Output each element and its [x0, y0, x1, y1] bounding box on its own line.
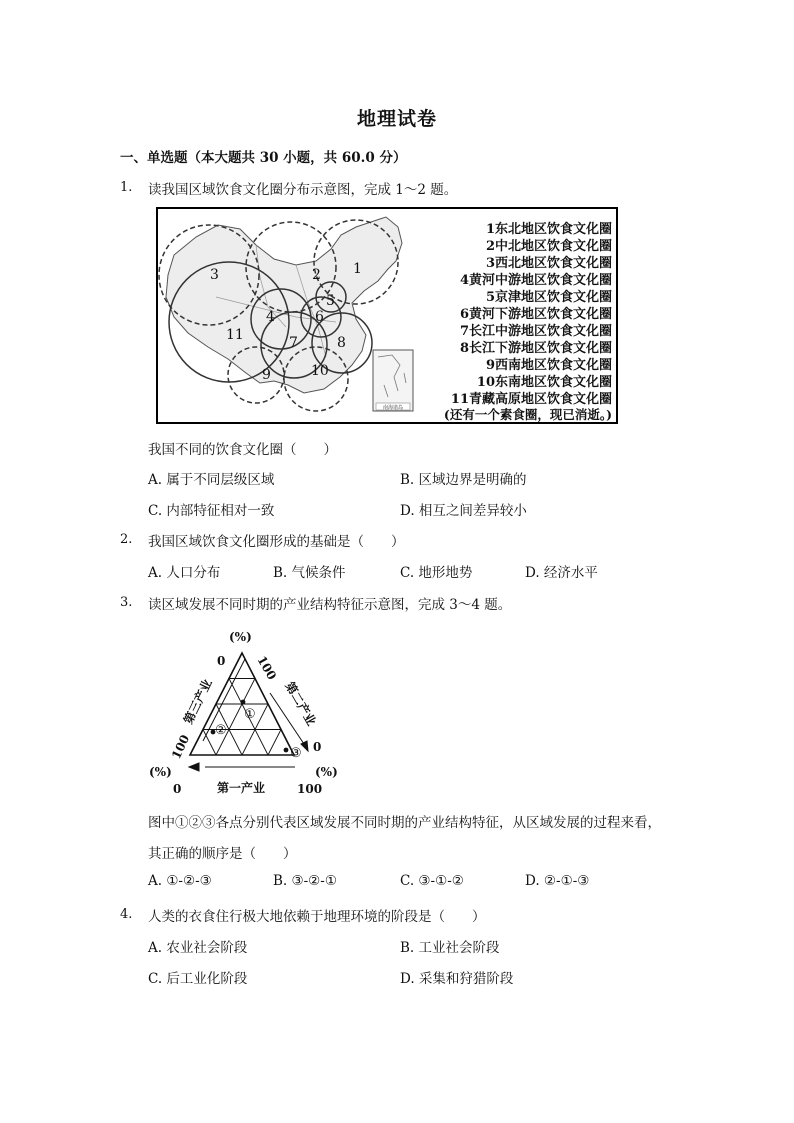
- option-b[interactable]: B. 区域边界是明确的: [400, 472, 527, 488]
- option-c[interactable]: C. 地形地势: [400, 565, 473, 581]
- option-b[interactable]: B. 气候条件: [273, 565, 346, 581]
- tick-zero-bottom-left: 0: [173, 782, 182, 795]
- region-label-2: 2: [312, 267, 321, 283]
- tick-hundred-right: 100: [254, 653, 280, 683]
- legend-item: 3西北地区饮食文化圈: [485, 256, 612, 271]
- legend-item: 6黄河下游地区饮食文化圈: [459, 307, 612, 322]
- question-sub: 我国不同的饮食文化圈（ ）: [148, 442, 337, 458]
- option-c[interactable]: C. ③-①-②: [400, 873, 464, 889]
- question-stem: 读我国区域饮食文化圈分布示意图，完成 1～2 题。: [148, 182, 458, 198]
- inset-label: 南海诸岛: [382, 405, 404, 411]
- question-number: 3.: [120, 595, 133, 610]
- pct-left: (%): [149, 765, 172, 779]
- option-d[interactable]: D. 采集和狩猎阶段: [400, 971, 514, 987]
- region-label-3: 3: [210, 267, 219, 283]
- section-heading: 一、单选题（本大题共 30 小题，共 60.0 分）: [120, 150, 407, 166]
- map-svg: [156, 207, 618, 424]
- point-label-3: ③: [290, 746, 302, 761]
- triangle-svg: [145, 623, 345, 795]
- axis-label-tertiary: 第三产业: [181, 677, 215, 727]
- point-label-2: ②: [215, 723, 227, 738]
- option-a[interactable]: A. ①-②-③: [148, 873, 212, 889]
- question-sub-line2: 其正确的顺序是（ ）: [148, 846, 297, 862]
- region-label-8: 8: [337, 335, 346, 351]
- legend-item: 7长江中游地区饮食文化圈: [459, 324, 612, 339]
- legend-item: 4黄河中游地区饮食文化圈: [459, 273, 612, 288]
- food-culture-map: [156, 207, 618, 424]
- legend-note: (还有一个素食圈，现已消逝。): [443, 407, 612, 422]
- legend-item: 2中北地区饮食文化圈: [485, 239, 612, 254]
- region-label-6: 6: [315, 309, 324, 325]
- region-label-4: 4: [266, 309, 275, 325]
- south-china-sea-inset: [373, 350, 413, 411]
- region-label-11: 11: [226, 327, 244, 343]
- tick-zero-right: 0: [313, 740, 322, 754]
- option-c[interactable]: C. 内部特征相对一致: [148, 503, 275, 519]
- tick-hundred-bottom: 100: [297, 782, 323, 795]
- tick-zero-left-top: 0: [217, 654, 226, 668]
- option-c[interactable]: C. 后工业化阶段: [148, 971, 248, 987]
- option-d[interactable]: D. 经济水平: [525, 565, 598, 581]
- page-title: 地理试卷: [356, 108, 437, 130]
- option-b[interactable]: B. ③-②-①: [273, 873, 337, 889]
- option-a[interactable]: A. 农业社会阶段: [148, 940, 248, 956]
- question-sub-line1: 图中①②③各点分别代表区域发展不同时期的产业结构特征，从区域发展的过程来看，: [148, 815, 661, 831]
- point-label-1: ①: [244, 707, 256, 722]
- legend-item: 5京津地区饮食文化圈: [485, 290, 612, 305]
- question-stem: 人类的衣食住行极大地依赖于地理环境的阶段是（ ）: [148, 909, 486, 925]
- legend-item: 10东南地区饮食文化圈: [476, 375, 612, 390]
- legend-item: 1东北地区饮食文化圈: [485, 222, 612, 237]
- question-stem: 读区域发展不同时期的产业结构特征示意图，完成 3～4 题。: [148, 597, 512, 613]
- pct-top: (%): [229, 630, 252, 644]
- option-a[interactable]: A. 人口分布: [148, 565, 221, 581]
- axis-label-primary: 第一产业: [217, 781, 266, 795]
- legend-item: 8长江下游地区饮食文化圈: [459, 341, 612, 356]
- region-label-1: 1: [353, 261, 362, 277]
- industry-structure-triangle: [145, 623, 345, 795]
- question-stem: 我国区域饮食文化圈形成的基础是（ ）: [148, 534, 405, 550]
- question-number: 4.: [120, 907, 133, 922]
- option-d[interactable]: D. 相互之间差异较小: [400, 503, 527, 519]
- tick-hundred-left: 100: [169, 732, 193, 762]
- region-label-5: 5: [326, 293, 335, 309]
- question-number: 1.: [120, 180, 133, 195]
- option-d[interactable]: D. ②-①-③: [525, 873, 590, 889]
- region-label-7: 7: [289, 335, 298, 351]
- legend-item: 9西南地区饮食文化圈: [485, 358, 612, 373]
- question-number: 2.: [120, 532, 133, 547]
- pct-right: (%): [315, 765, 338, 779]
- axis-label-secondary: 第二产业: [282, 679, 319, 729]
- region-label-9: 9: [262, 367, 271, 383]
- option-a[interactable]: A. 属于不同层级区域: [148, 472, 275, 488]
- region-label-10: 10: [311, 363, 329, 379]
- option-b[interactable]: B. 工业社会阶段: [400, 940, 500, 956]
- legend-item: 11青藏高原地区饮食文化圈: [450, 392, 612, 407]
